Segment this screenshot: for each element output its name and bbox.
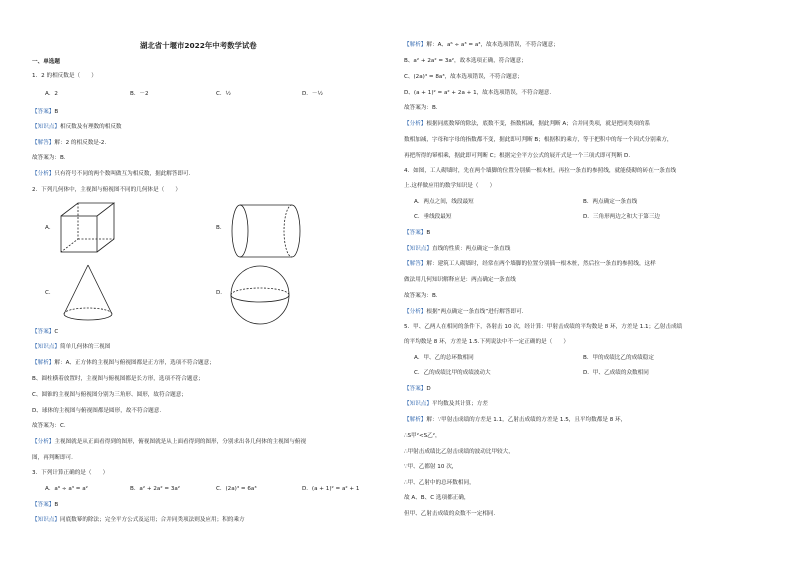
q5-option-d: D．甲、乙成绩的众数相同	[583, 370, 649, 376]
q2-explanation-3: C、圆锥的主视图与俯视图分别为三角形、圆形，故符合题意；	[32, 392, 187, 398]
q1-analysis: 【分析】只有符号不同的两个数叫做互为相反数，据此解答即可.	[32, 171, 191, 177]
q3-explanation-3: C、(2a)³ = 8a³，故本选项错误，不符合题意；	[404, 74, 523, 80]
section-heading: 一、单选题	[32, 59, 60, 65]
q2-explanation-1: 【解析】解：A、正方体的主视图与俯视图都是正方形，选项不符合题意；	[32, 360, 215, 366]
q4-solution-2: 做法用几何知识解释应是：两点确定一条直线	[404, 277, 516, 283]
q1-final: 故答案为：B.	[32, 155, 66, 161]
sphere-figure	[228, 263, 292, 327]
cube-figure	[58, 200, 118, 256]
q2-stem: 2．下列几何体中，主视图与俯视图不同的几何体是（ ）	[32, 187, 181, 193]
q5-explanation-4: ∵甲、乙都射 10 次，	[404, 464, 458, 470]
q5-option-c: C．乙的成绩比甲的成绩波动大	[414, 370, 491, 376]
q5-explanation-7: 但甲、乙射击成绩的众数不一定相同.	[404, 511, 496, 517]
q2-analysis-2: 图，再判断即可.	[32, 455, 73, 461]
q4-solution-1: 【解答】解：建筑工人砌墙时，经常在两个墙脚的位置分别插一根木桩，然后拉一条直的参照线，这样	[404, 261, 656, 267]
q5-option-a: A．甲、乙的总环数相同	[414, 355, 474, 361]
q1-option-c: C．½	[216, 91, 231, 97]
q3-option-b: B．a² + 2a² = 3a²	[130, 486, 181, 492]
q1-option-d: D．－½	[302, 91, 323, 97]
q5-stem-2: 的平均数是 8 环，方差是 1.5.下列说法中不一定正确的是（ ）	[404, 339, 570, 345]
q4-stem-1: 4．如图，工人砌墙时，先在两个墙脚的位置分别插一根木桩，再拉一条直的参照线，就能使砌的砖在一条直线	[404, 168, 677, 174]
q5-explanation-5: ∴甲、乙射中的总环数相同，	[404, 480, 475, 486]
q3-option-a: A．a⁶ ÷ a³ = a²	[45, 486, 88, 492]
q2-answer: 【答案】C	[32, 329, 59, 335]
q3-explanation-4: D、(a + 1)² = a² + 2a + 1，故本选项错误，不符合题意.	[404, 90, 552, 96]
q3-final: 故答案为：B.	[404, 105, 438, 111]
q3-knowledge: 【知识点】同底数幂的除法；完全平方公式及运用；合并同类项法则及应用；积的乘方	[32, 517, 245, 523]
q5-knowledge: 【知识点】平均数及其计算；方差	[404, 401, 488, 407]
q2-explanation-4: D、球体的主视图与俯视图都是圆形，故不符合题意.	[32, 408, 162, 414]
q2-analysis-1: 【分析】主视图就是从正面看得到的图形，俯视图就是从上面看得到的图形，分别求出各几何体的主视图与俯视	[32, 439, 307, 445]
q4-answer: 【答案】B	[404, 230, 431, 236]
q1-stem: 1．2 的相反数是（ ）	[32, 73, 97, 79]
q3-analysis-1: 【分析】根据同底数幂的除法，底数不变，指数相减，据此判断 A；合并同类项，就是把同类项的系	[404, 121, 651, 127]
q4-option-c: C．垂线段最短	[414, 214, 452, 220]
q1-answer: 【答案】B	[32, 109, 59, 115]
q3-answer: 【答案】B	[32, 502, 59, 508]
q5-explanation-1: 【解析】解：∵甲射击成绩的方差是 1.1，乙射击成绩的方差是 1.5，且平均数都是 8 环，	[404, 417, 627, 423]
q3-explanation-2: B、a² + 2a² = 3a²，故本选项正确，符合题意；	[404, 58, 527, 64]
q3-stem: 3．下列计算正确的是（ ）	[32, 470, 109, 476]
q1-solution: 【解答】解：2 的相反数是-2.	[32, 140, 107, 146]
q3-option-d: D．(a + 1)² = a² + 1	[302, 486, 360, 492]
q2-label-d: D．	[216, 290, 226, 296]
q1-knowledge: 【知识点】相反数及有理数的相反数	[32, 124, 122, 130]
q5-stem-1: 5．甲、乙两人在相同的条件下，各射击 10 次，经计算：甲射击成绩的平均数是 8 环，方差是 1.1；乙射击成绩	[404, 324, 683, 330]
q5-explanation-6: 故 A、B、C 选项都正确，	[404, 495, 470, 501]
q3-explanation-1: 【解析】解：A、a⁶ ÷ a³ = a³，故本选项错误，不符合题意；	[404, 42, 559, 48]
q4-knowledge: 【知识点】直线的性质：两点确定一条直线	[404, 246, 511, 252]
q4-option-d: D．三角形两边之和大于第三边	[583, 214, 661, 220]
q4-analysis: 【分析】根据“两点确定一条直线”进行解答即可.	[404, 309, 524, 315]
q2-label-c: C．	[45, 290, 55, 296]
q5-explanation-3: ∴甲射击成绩比乙射击成绩的波动比甲较大，	[404, 449, 514, 455]
q2-label-a: A．	[45, 225, 55, 231]
cylinder-figure	[230, 202, 302, 260]
q2-final: 故答案为：C.	[32, 423, 66, 429]
q2-knowledge: 【知识点】简单几何体的三视图	[32, 344, 111, 350]
q4-option-b: B．两点确定一条直线	[583, 199, 638, 205]
q5-answer: 【答案】D	[404, 386, 431, 392]
q3-option-c: C．(2a)³ = 6a³	[216, 486, 257, 492]
q3-analysis-3: 再把所得的幂相乘，据此即可判断 C；根据完全平方公式的展开式是一个三项式即可判断 D.	[404, 153, 631, 159]
cone-figure	[60, 262, 116, 324]
document-title: 湖北省十堰市2022年中考数学试卷	[140, 41, 257, 50]
q2-label-b: B．	[216, 225, 226, 231]
q1-option-a: A．2	[45, 91, 58, 97]
q5-option-b: B．甲的成绩比乙的成绩稳定	[583, 355, 654, 361]
q4-stem-2: 上.这样做应用的数学知识是（ ）	[404, 183, 496, 189]
q4-final: 故答案为：B.	[404, 293, 438, 299]
q2-explanation-2: B、圆柱横着放置时，主视图与俯视图都是长方形，选项不符合题意；	[32, 376, 204, 382]
q4-option-a: A．两点之间，线段最短	[414, 199, 474, 205]
q1-option-b: B．－2	[130, 91, 149, 97]
q3-analysis-2: 数相加减，字母和字母的指数都不变，据此即可判断 B；根据积的乘方，等于把积中的每一个因式分别乘方，	[404, 137, 673, 143]
q5-explanation-2: ∴S甲²<S乙²，	[404, 433, 441, 439]
